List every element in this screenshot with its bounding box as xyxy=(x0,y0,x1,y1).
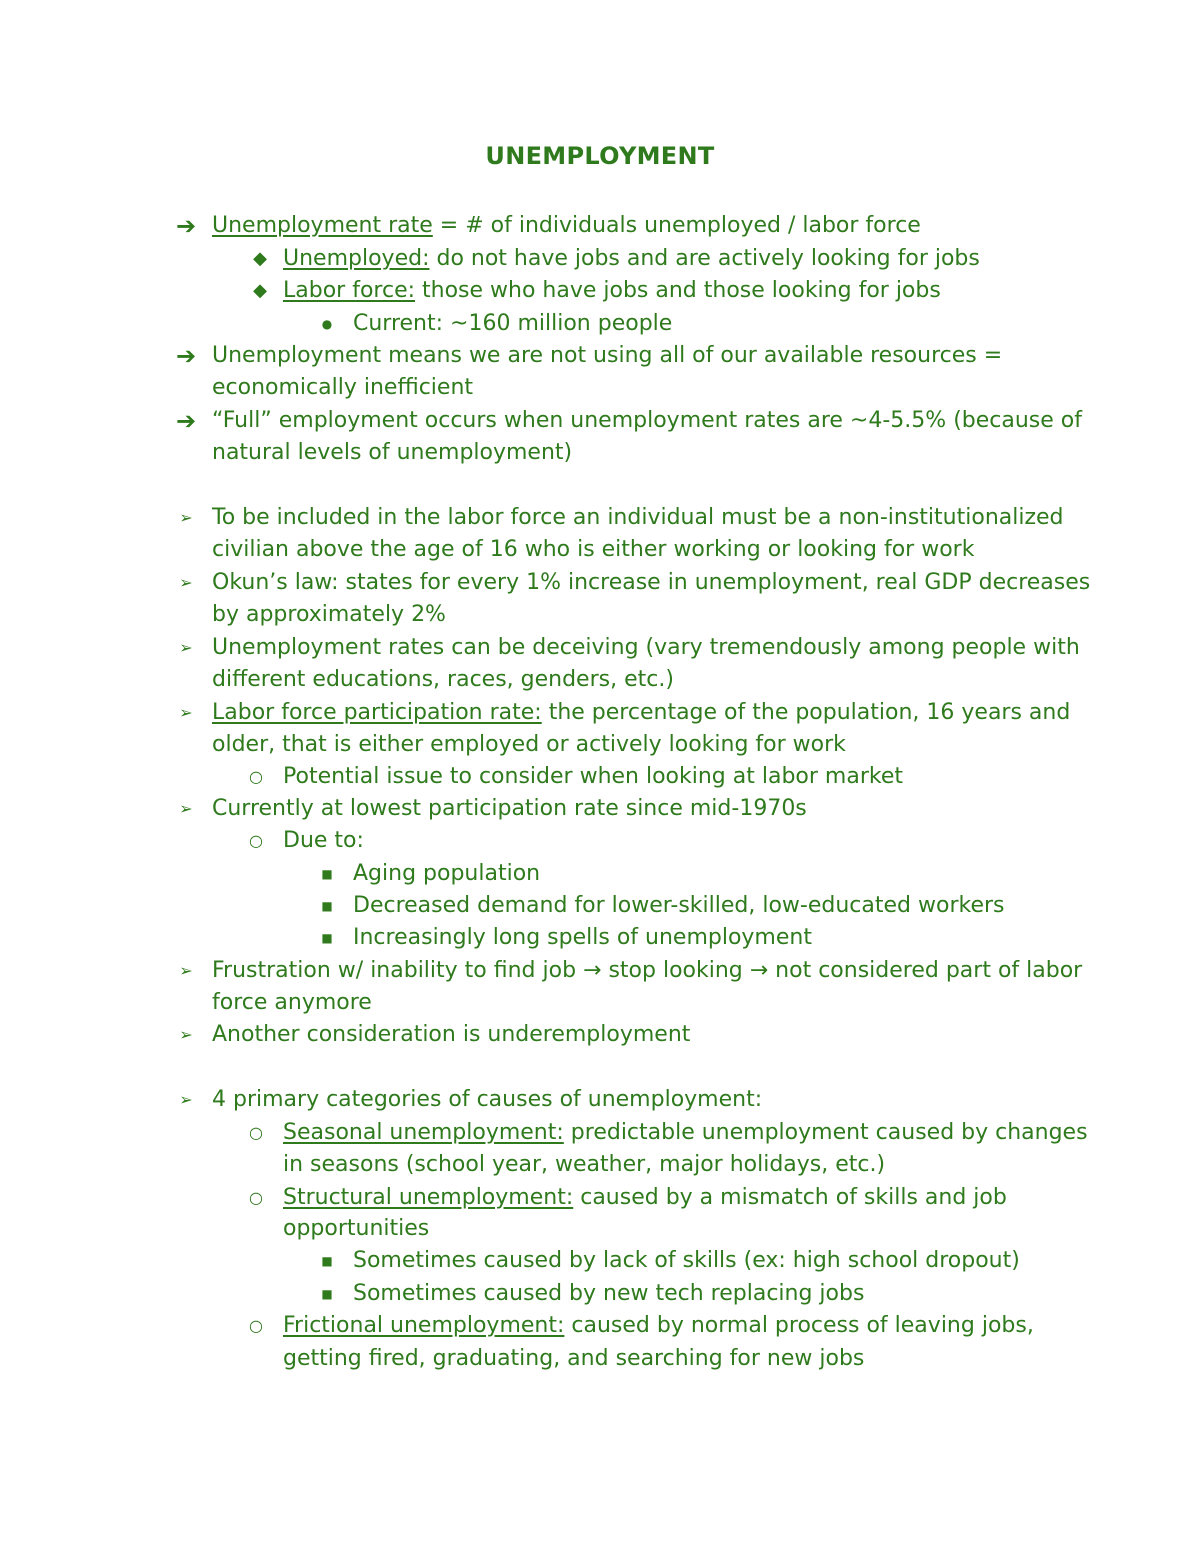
term-frictional-unemployment: Frictional unemployment: xyxy=(283,1313,565,1338)
term-participation-rate: Labor force participation rate: xyxy=(212,700,542,725)
triangle-bullet-icon: ➢ xyxy=(179,703,193,722)
circle-bullet-icon: ○ xyxy=(249,1188,263,1207)
diamond-bullet-icon: ◆ xyxy=(253,248,267,269)
bullet-inefficient-line1: Unemployment means we are not using all of our available resources = xyxy=(212,343,1003,368)
circle-bullet-icon: ○ xyxy=(249,831,263,850)
bullet-unemployment-rate xyxy=(212,210,921,242)
diamond-bullet-icon: ◆ xyxy=(253,280,267,301)
arrow-bullet-icon: ➔ xyxy=(175,407,197,435)
bullet-structural-line1 xyxy=(283,1182,1007,1214)
square-bullet-icon: ■ xyxy=(321,931,333,945)
bullet-four-categories: 4 primary categories of causes of unemployment: xyxy=(212,1087,763,1112)
bullet-lack-of-skills: Sometimes caused by lack of skills (ex: high school dropout) xyxy=(353,1248,1020,1273)
bullet-aging-population: Aging population xyxy=(353,861,541,886)
triangle-bullet-icon: ➢ xyxy=(179,1025,193,1044)
bullet-potential-issue: Potential issue to consider when looking at labor market xyxy=(283,764,903,789)
bullet-text: caused by a mismatch of skills and job xyxy=(573,1185,1007,1210)
bullet-participation-rate-line2: older, that is either employed or actively looking for work xyxy=(212,732,846,757)
bullet-labor-force-inclusion-line2: civilian above the age of 16 who is either working or looking for work xyxy=(212,537,975,562)
triangle-bullet-icon: ➢ xyxy=(179,573,193,592)
bullet-inefficient-line2: economically inefficient xyxy=(212,375,474,400)
bullet-unemployed xyxy=(283,243,980,275)
bullet-text: the percentage of the population, 16 years and xyxy=(541,700,1071,725)
bullet-text: caused by normal process of leaving jobs, xyxy=(564,1313,1034,1338)
triangle-bullet-icon: ➢ xyxy=(179,961,193,980)
square-bullet-icon: ■ xyxy=(321,867,333,881)
bullet-long-spells: Increasingly long spells of unemployment xyxy=(353,925,812,950)
bullet-okuns-law-line2: by approximately 2% xyxy=(212,602,446,627)
bullet-decreased-demand: Decreased demand for lower-skilled, low-educated workers xyxy=(353,893,1005,918)
page-title: UNEMPLOYMENT xyxy=(485,142,715,170)
triangle-bullet-icon: ➢ xyxy=(179,799,193,818)
bullet-full-employment-line1: “Full” employment occurs when unemployment rates are ~4-5.5% (because of xyxy=(212,408,1082,433)
circle-bullet-icon: ○ xyxy=(249,767,263,786)
circle-bullet-icon: ○ xyxy=(249,1316,263,1335)
bullet-participation-rate-line1 xyxy=(212,697,1070,729)
bullet-okuns-law-line1: Okun’s law: states for every 1% increase in unemployment, real GDP decreases xyxy=(212,570,1091,595)
bullet-new-tech: Sometimes caused by new tech replacing jobs xyxy=(353,1281,865,1306)
bullet-text: = # of individuals unemployed / labor force xyxy=(432,213,921,238)
bullet-labor-force xyxy=(283,275,941,307)
bullet-frustration-line1: Frustration w/ inability to find job → stop looking → not considered part of labor xyxy=(212,958,1083,983)
dot-bullet-icon: ● xyxy=(321,317,333,331)
bullet-text: those who have jobs and those looking for jobs xyxy=(415,278,941,303)
triangle-bullet-icon: ➢ xyxy=(179,508,193,527)
bullet-current-labor-force: Current: ~160 million people xyxy=(353,311,673,336)
term-unemployed: Unemployed: xyxy=(283,246,430,271)
square-bullet-icon: ■ xyxy=(321,899,333,913)
bullet-underemployment: Another consideration is underemployment xyxy=(212,1022,691,1047)
triangle-bullet-icon: ➢ xyxy=(179,638,193,657)
bullet-text: predictable unemployment caused by changes xyxy=(563,1120,1088,1145)
bullet-lowest-participation: Currently at lowest participation rate since mid-1970s xyxy=(212,796,807,821)
bullet-structural-line2: opportunities xyxy=(283,1216,430,1241)
term-structural-unemployment: Structural unemployment: xyxy=(283,1185,574,1210)
triangle-bullet-icon: ➢ xyxy=(179,1090,193,1109)
bullet-deceiving-rates-line2: different educations, races, genders, etc.) xyxy=(212,667,674,692)
circle-bullet-icon: ○ xyxy=(249,1123,263,1142)
arrow-bullet-icon: ➔ xyxy=(175,212,197,240)
bullet-seasonal-line1 xyxy=(283,1117,1088,1149)
bullet-full-employment-line2: natural levels of unemployment) xyxy=(212,440,573,465)
bullet-labor-force-inclusion-line1: To be included in the labor force an individual must be a non-institutionalized xyxy=(212,505,1064,530)
term-labor-force: Labor force: xyxy=(283,278,416,303)
arrow-bullet-icon: ➔ xyxy=(175,342,197,370)
bullet-due-to: Due to: xyxy=(283,828,364,853)
bullet-seasonal-line2: in seasons (school year, weather, major holidays, etc.) xyxy=(283,1152,886,1177)
term-unemployment-rate: Unemployment rate xyxy=(212,213,433,238)
bullet-deceiving-rates-line1: Unemployment rates can be deceiving (vary tremendously among people with xyxy=(212,635,1080,660)
bullet-frustration-line2: force anymore xyxy=(212,990,372,1015)
square-bullet-icon: ■ xyxy=(321,1254,333,1268)
square-bullet-icon: ■ xyxy=(321,1287,333,1301)
bullet-frictional-line1 xyxy=(283,1310,1034,1342)
term-seasonal-unemployment: Seasonal unemployment: xyxy=(283,1120,564,1145)
bullet-frictional-line2: getting fired, graduating, and searching for new jobs xyxy=(283,1346,865,1371)
bullet-text: do not have jobs and are actively looking for jobs xyxy=(429,246,980,271)
